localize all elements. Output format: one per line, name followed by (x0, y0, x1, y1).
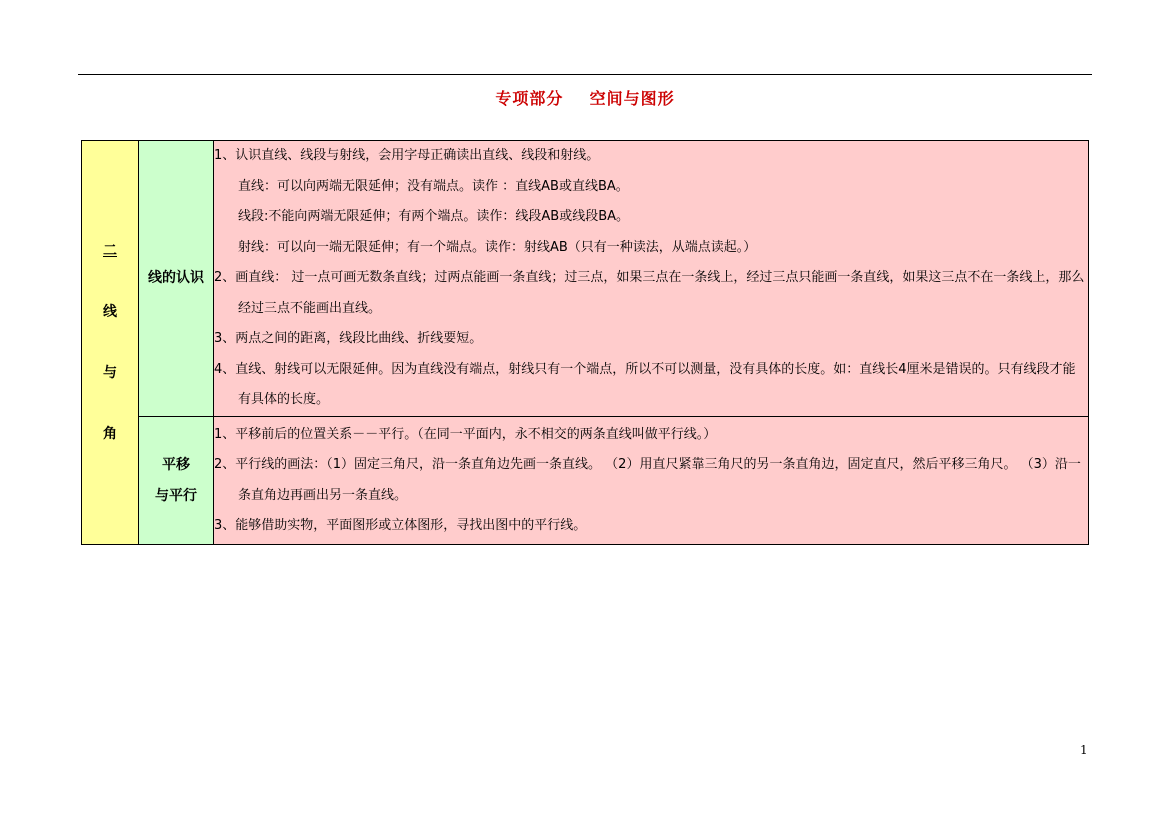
content-line: 1、平移前后的位置关系－－平行。（在同一平面内，永不相交的两条直线叫做平行线。） (214, 426, 717, 442)
table-row (82, 417, 1089, 545)
content-line: 4、直线、射线可以无限延伸。因为直线没有端点，射线只有一个端点，所以不可以测量，没有具体的长度。如：直线长4厘米是错误的。只有线段才能有具体的长度。 (214, 361, 1076, 408)
subtopic-label: 与平行 (155, 487, 197, 504)
subtopic-cell-parallel (139, 417, 214, 545)
content-line: 2、画直线： 过一点可画无数条直线；过两点能画一条直线；过三点，如果三点在一条线上，经过三点只能画一条直线，如果这三点不在一条线上，那么经过三点不能画出直线。 (214, 270, 1085, 316)
content-line: 1、认识直线、线段与射线，会用字母正确读出直线、线段和射线。 (214, 148, 600, 164)
knowledge-table (81, 140, 1089, 545)
content-line: 3、两点之间的距离，线段比曲线、折线要短。 (214, 331, 483, 347)
content-line: 直线：可以向两端无限延伸；没有端点。读作 ：直线AB或直线BA。 (238, 178, 629, 194)
content-line: 3、能够借助实物，平面图形或立体图形，寻找出图中的平行线。 (214, 518, 587, 533)
content-line: 2、平行线的画法：（1）固定三角尺，沿一条直角边先画一条直线。 （2）用直尺紧靠三角尺的另一条直角边，固定直尺，然后平移三角尺。 （3）沿一条直角边再画出另一条直线。 (214, 457, 1081, 503)
subtopic-label: 平移 (162, 456, 190, 473)
category-char: 与 (103, 364, 117, 381)
subtopic-cell-lines (139, 141, 214, 417)
header-rule (78, 74, 1092, 75)
table-row (82, 141, 1089, 417)
category-char: 角 (103, 425, 117, 442)
category-cell (82, 141, 139, 545)
content-cell-parallel (214, 417, 1089, 545)
content-cell-lines (214, 141, 1089, 417)
subtopic-label: 线的认识 (148, 270, 204, 286)
content-line: 射线：可以向一端无限延伸；有一个端点。读作：射线AB（只有一种读法，从端点读起。） (238, 239, 757, 255)
page-number: 1 (1080, 743, 1088, 757)
page-title: 专项部分 空间与图形 (495, 89, 675, 108)
content-line: 线段:不能向两端无限延伸；有两个端点。读作：线段AB或线段BA。 (238, 209, 630, 225)
category-char: 线 (103, 303, 117, 320)
category-char: 二 (103, 242, 117, 259)
